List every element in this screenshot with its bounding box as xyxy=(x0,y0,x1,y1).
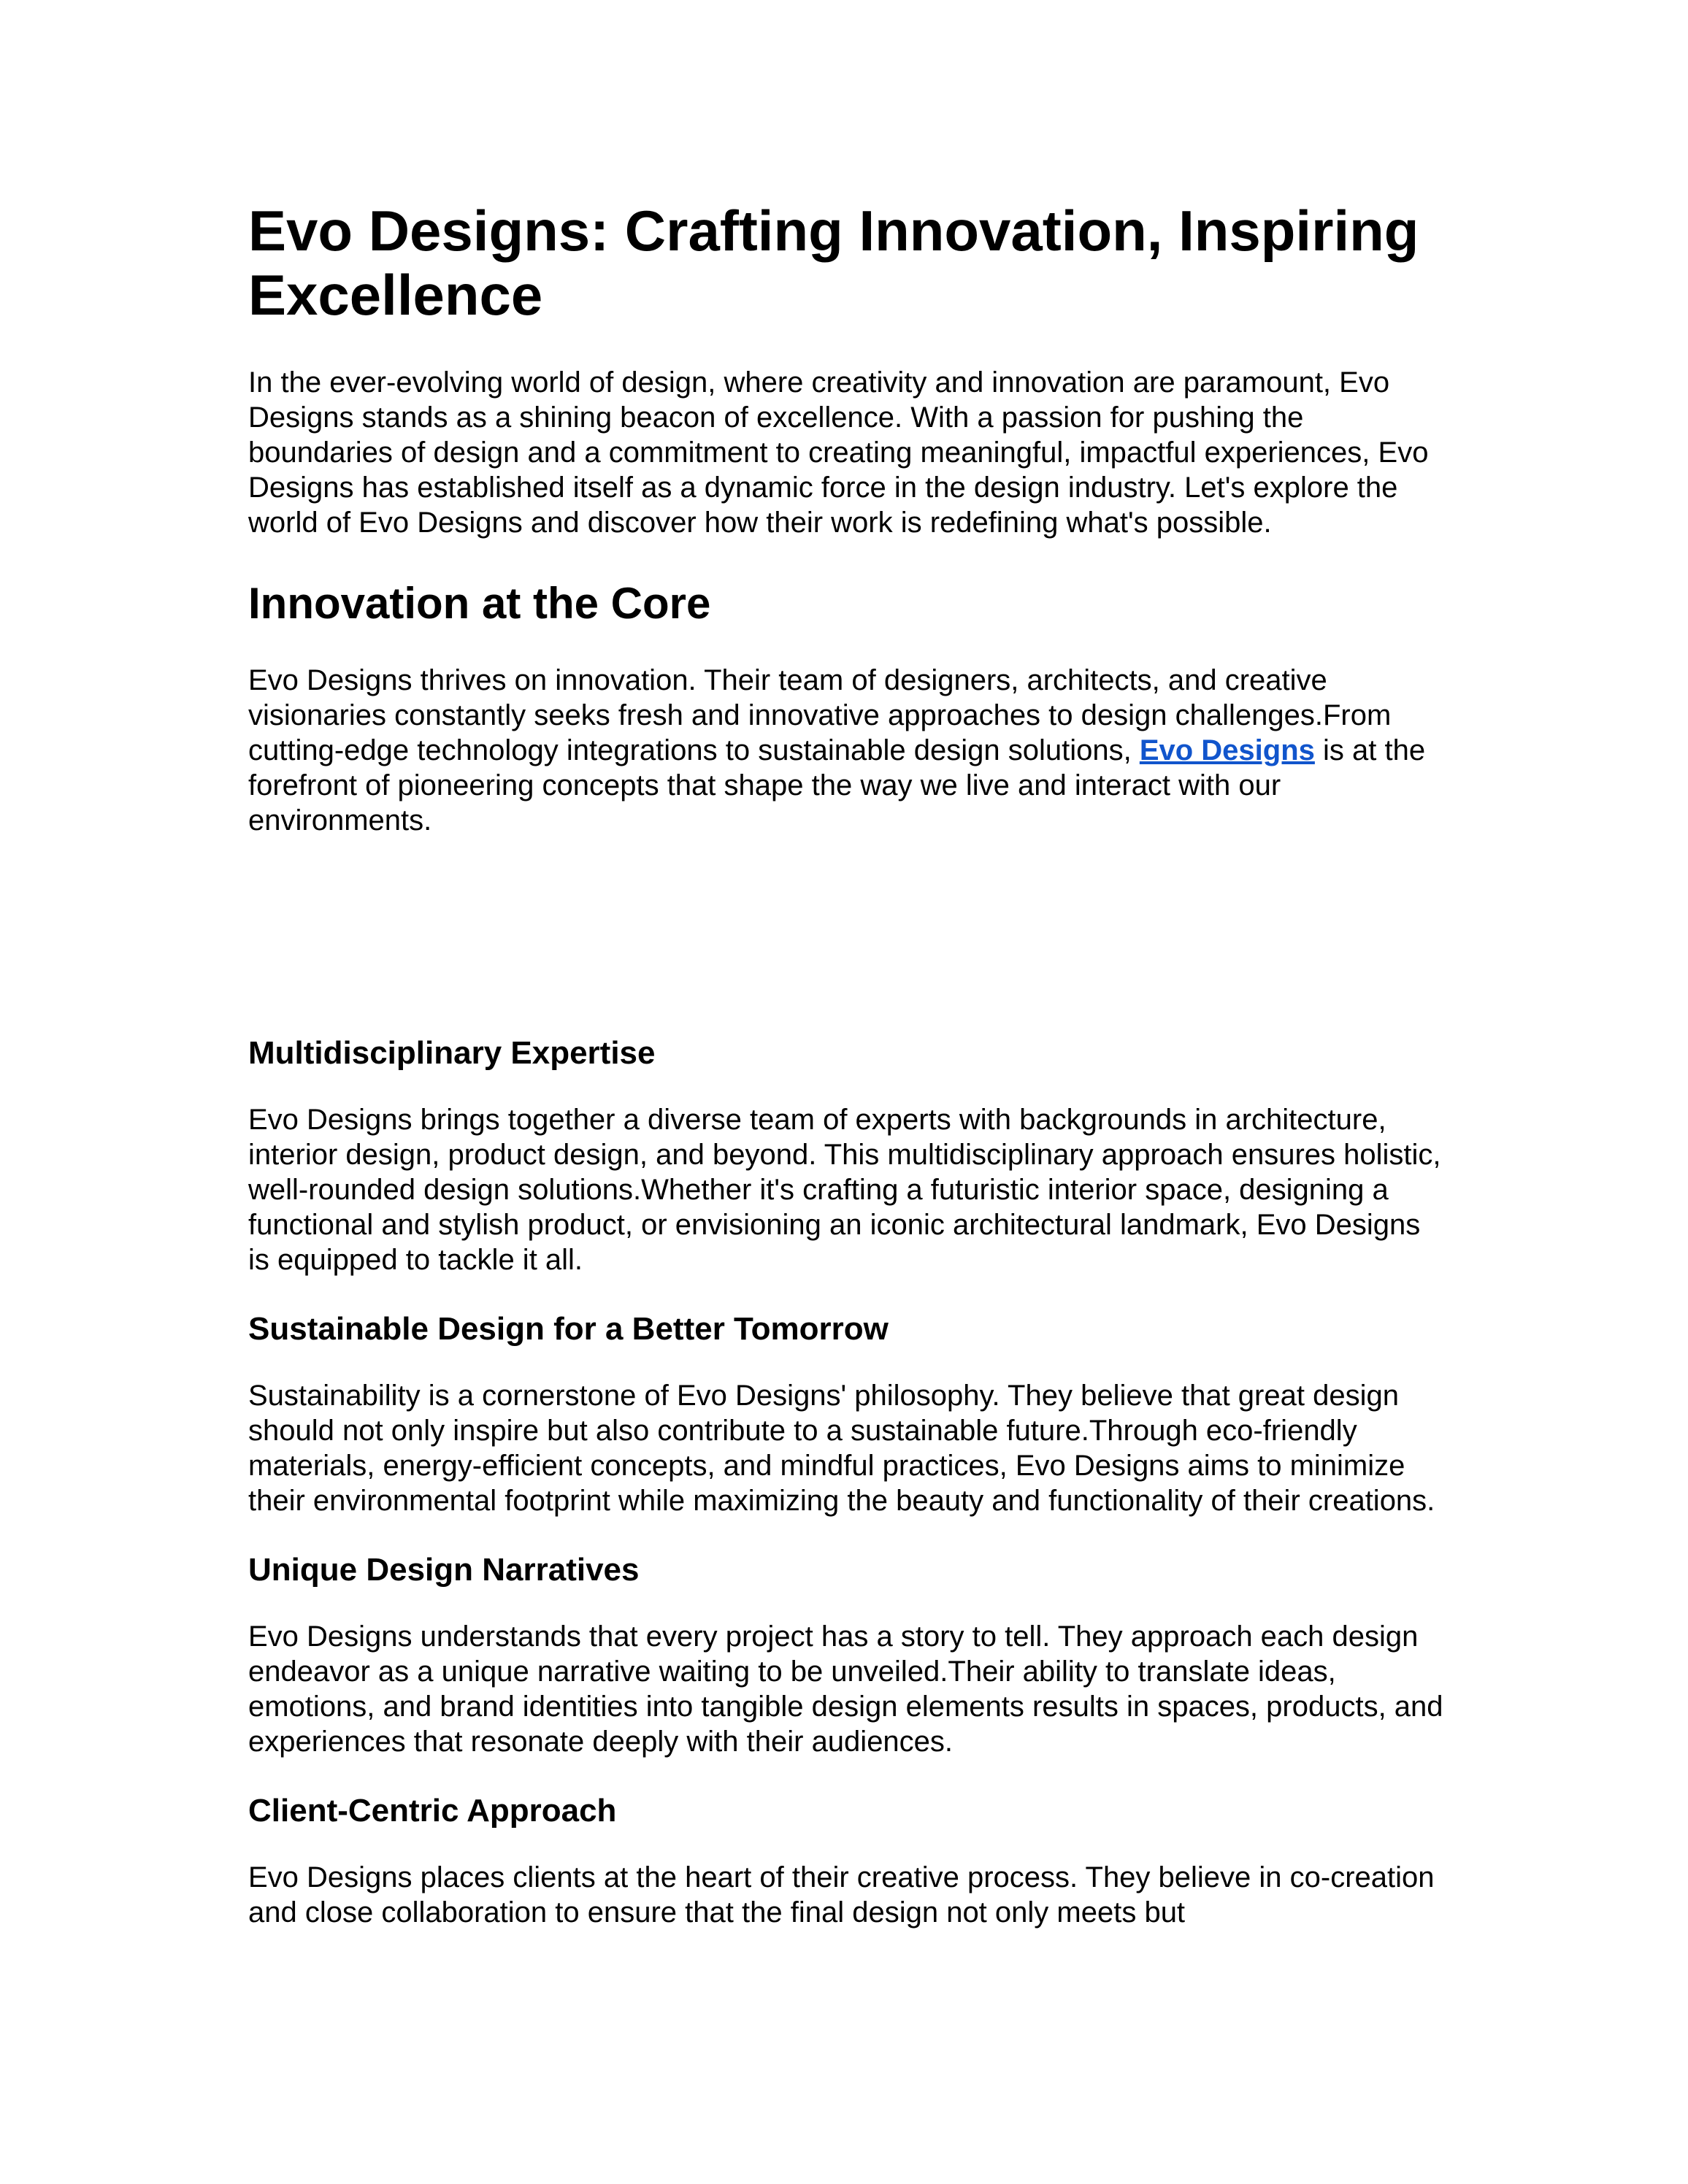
innovation-text-before-link: Evo Designs thrives on innovation. Their team of designers, architects, and creative visionaries constantly seeks fresh and innovative approaches to design challenges.From cutting-edge technology integrations to sustainable design solutions, xyxy=(248,664,1392,766)
innovation-text-after-link: is at the forefront of pioneering concepts that shape the way we live and interact with our environments. xyxy=(248,734,1426,837)
multidisciplinary-paragraph: Evo Designs brings together a diverse team of experts with backgrounds in architecture, interior design, product design, and beyond. This multidisciplinary approach ensures holistic, well-rounded design solutions.Whether it's crafting a futuristic interior space, designing a functional and stylish product, or envisioning an iconic architectural landmark, Evo Designs is equipped to tackle it all. xyxy=(248,1104,1441,1276)
innovation-paragraph xyxy=(248,663,1446,838)
multidisciplinary-heading: Multidisciplinary Expertise xyxy=(248,1035,656,1071)
narratives-paragraph: Evo Designs understands that every project has a story to tell. They approach each design endeavor as a unique narrative waiting to be unveiled.Their ability to translate ideas, emotions, and brand identities into tangible design elements results in spaces, products, and experiences that resonate deeply with their audiences. xyxy=(248,1620,1443,1758)
client-heading: Client-Centric Approach xyxy=(248,1793,617,1829)
innovation-heading: Innovation at the Core xyxy=(248,579,711,628)
client-paragraph: Evo Designs places clients at the heart of their creative process. They believe in co-creation and close collaboration to ensure that the final design not only meets but xyxy=(248,1861,1435,1929)
sustainable-paragraph: Sustainability is a cornerstone of Evo Designs' philosophy. They believe that great design should not only inspire but also contribute to a sustainable future.Through eco-friendly materials, energy-efficient concepts, and mindful practices, Evo Designs aims to minimize their environmental footprint while maximizing the beauty and functionality of their creations. xyxy=(248,1380,1435,1517)
evo-designs-link[interactable]: Evo Designs xyxy=(1139,734,1315,766)
page-title: Evo Designs: Crafting Innovation, Inspiring Excellence xyxy=(248,199,1419,327)
intro-paragraph: In the ever-evolving world of design, where creativity and innovation are paramount, Evo Designs stands as a shining beacon of excellence. With a passion for pushing the boundaries of design and a commitment to creating meaningful, impactful experiences, Evo Designs has established itself as a dynamic force in the design industry. Let's explore the world of Evo Designs and discover how their work is redefining what's possible. xyxy=(248,366,1429,539)
sustainable-heading: Sustainable Design for a Better Tomorrow xyxy=(248,1311,889,1347)
narratives-heading: Unique Design Narratives xyxy=(248,1552,640,1588)
document-page xyxy=(248,199,1446,1930)
